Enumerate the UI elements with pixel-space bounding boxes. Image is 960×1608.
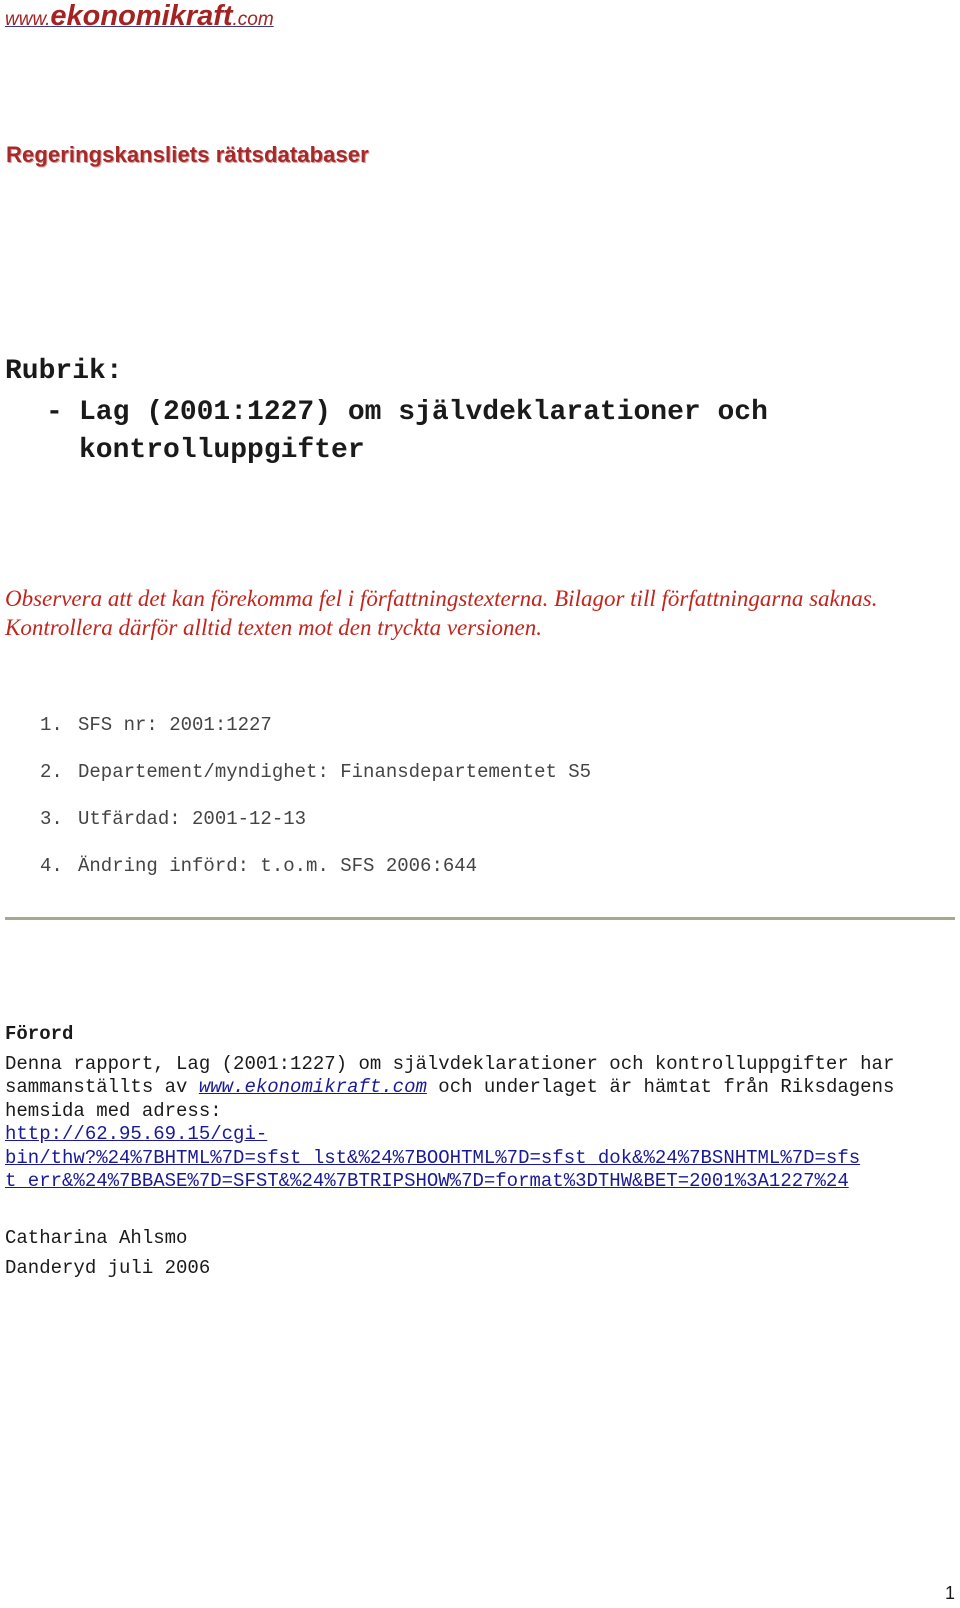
- preface-section: [5, 1023, 955, 1283]
- metadata-number: 2.: [40, 761, 63, 783]
- metadata-item-department: [40, 761, 591, 808]
- metadata-number: 1.: [40, 714, 63, 736]
- metadata-number: 4.: [40, 855, 63, 877]
- metadata-text: Ändring införd: t.o.m. SFS 2006:644: [78, 855, 478, 877]
- title-dash: -: [46, 397, 63, 428]
- site-link[interactable]: [5, 0, 274, 33]
- page-number: 1: [944, 1583, 955, 1603]
- metadata-text: Departement/myndighet: Finansdepartementet S5: [78, 761, 592, 783]
- riksdagen-url-link[interactable]: [5, 1123, 860, 1192]
- horizontal-divider: [5, 917, 955, 920]
- disclaimer-notice: Observera att det kan förekomma fel i författningstexterna. Bilagor till författningarna saknas. Kontrollera därför alltid texten mot den tryckta versionen.: [5, 586, 878, 640]
- preface-text: Denna rapport, Lag (2001:1227) om självdeklarationer och kontrolluppgifter har sammanställts av: [5, 1052, 895, 1098]
- place-date: Danderyd juli 2006: [5, 1256, 211, 1279]
- preface-paragraph: [5, 1053, 955, 1124]
- url-line-1: http://62.95.69.15/cgi-: [5, 1123, 268, 1145]
- metadata-list: [40, 714, 591, 902]
- title-line-1: Lag (2001:1227) om självdeklarationer och: [79, 397, 768, 428]
- metadata-item-issued: [40, 808, 591, 855]
- ekonomikraft-link[interactable]: www.ekonomikraft.com: [198, 1076, 427, 1098]
- metadata-text: SFS nr: 2001:1227: [78, 714, 272, 736]
- metadata-text: Utfärdad: 2001-12-13: [78, 808, 307, 830]
- url-line-2: bin/thw?%24%7BHTML%7D=sfst_lst&%24%7BOOHTML%7D=sfst_dok&%24%7BSNHTML%7D=sfs: [5, 1146, 861, 1169]
- document-title: [46, 394, 951, 470]
- author-name: Catharina Ahlsmo: [5, 1226, 188, 1249]
- site-prefix: www.: [5, 9, 51, 30]
- database-banner: Regeringskansliets rättsdatabaser: [6, 142, 369, 167]
- preface-text-continued: och underlaget är hämtat från Riksdagens hemsida med adress:: [5, 1076, 895, 1122]
- url-line-3: t_err&%24%7BBASE%7D=SFST&%24%7BTRIPSHOW%7D=format%3DTHW&BET=2001%3A1227%24: [5, 1170, 849, 1192]
- title-line-2: kontrolluppgifter: [79, 435, 365, 466]
- site-name: ekonomikraft: [50, 0, 233, 32]
- site-suffix: .com: [232, 9, 274, 30]
- signature-block: [5, 1223, 955, 1283]
- metadata-item-amendment: [40, 855, 591, 902]
- preface-heading: Förord: [5, 1023, 74, 1045]
- metadata-item-sfs-nr: [40, 714, 591, 761]
- rubrik-label: Rubrik:: [5, 356, 123, 387]
- metadata-number: 3.: [40, 808, 63, 830]
